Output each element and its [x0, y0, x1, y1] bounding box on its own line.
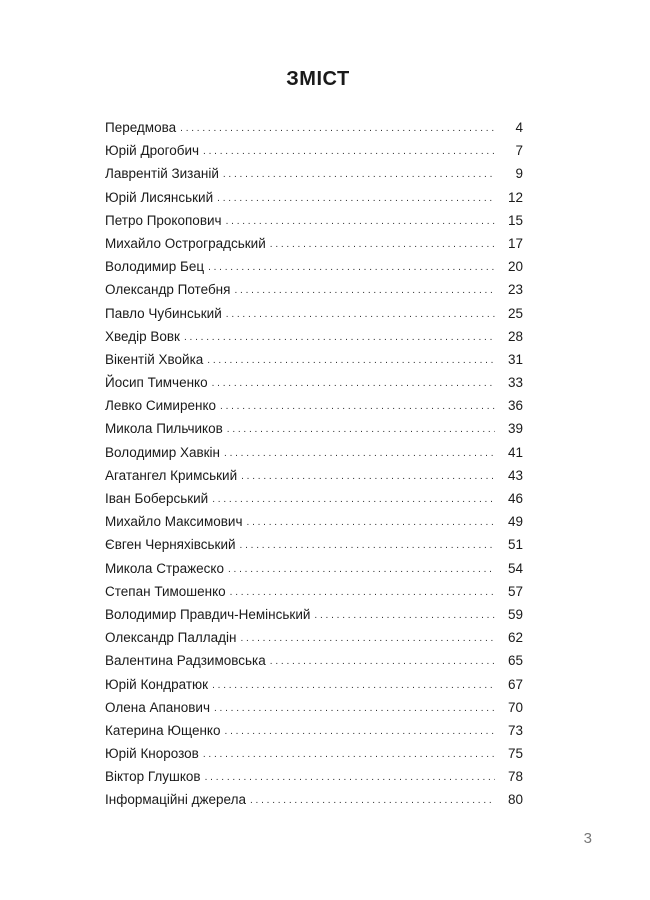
toc-entry-page: 31	[507, 351, 523, 367]
toc-entry-name: Олександр Потебня	[105, 282, 231, 298]
toc-entry	[105, 649, 523, 672]
toc-entry-page: 41	[507, 444, 523, 460]
toc-entry-page: 25	[507, 305, 523, 321]
toc-entry	[105, 510, 523, 533]
dot-leader	[270, 233, 495, 256]
toc-entry-page: 78	[507, 769, 523, 785]
toc-entry	[105, 394, 523, 417]
toc-entry-name: Лаврентій Зизаній	[105, 166, 219, 182]
toc-entry-page: 33	[507, 375, 523, 391]
toc-entry-page: 54	[507, 560, 523, 576]
toc-entry	[105, 209, 523, 232]
dot-leader	[228, 558, 495, 581]
dot-leader	[203, 743, 495, 766]
toc-entry	[105, 162, 523, 185]
toc-entry-page: 70	[507, 699, 523, 715]
toc-entry-page: 12	[507, 189, 523, 205]
toc-entry-name: Володимир Хавкін	[105, 444, 221, 460]
dot-leader	[212, 674, 495, 697]
toc-entry-name: Вікентій Хвойка	[105, 351, 204, 367]
toc-entry	[105, 719, 523, 742]
toc-entry-page: 62	[507, 630, 523, 646]
toc-entry	[105, 603, 523, 626]
toc-entry	[105, 533, 523, 556]
toc-entry-page: 17	[507, 235, 523, 251]
table-of-contents	[105, 116, 523, 812]
toc-entry-name: Іван Боберський	[105, 491, 209, 506]
toc-entry-page: 80	[507, 792, 523, 808]
toc-entry	[105, 232, 523, 255]
toc-entry	[105, 464, 523, 487]
dot-leader	[208, 256, 495, 279]
toc-entry	[105, 441, 523, 464]
dot-leader	[240, 534, 495, 557]
toc-entry	[105, 487, 523, 510]
toc-entry-page: 9	[515, 166, 523, 182]
toc-entry-name: Володимир Бец	[105, 259, 205, 275]
toc-entry-name: Агатангел Кримський	[105, 467, 238, 483]
dot-leader	[212, 488, 495, 511]
toc-entry	[105, 788, 523, 811]
toc-entry-page: 51	[507, 537, 523, 553]
dot-leader	[250, 789, 495, 812]
dot-leader	[223, 163, 495, 186]
toc-entry-name: Інформаційні джерела	[105, 792, 246, 808]
toc-entry	[105, 765, 523, 788]
toc-entry-page: 36	[507, 398, 523, 414]
toc-entry-page: 23	[507, 282, 523, 298]
dot-leader	[227, 418, 495, 441]
dot-leader	[314, 604, 495, 627]
toc-entry-name: Катерина Ющенко	[105, 722, 221, 738]
toc-entry	[105, 186, 523, 209]
toc-entry-page: 49	[507, 514, 523, 530]
toc-entry	[105, 255, 523, 278]
toc-entry-name: Олександр Палладін	[105, 630, 237, 646]
toc-entry-name: Юрій Дрогобич	[105, 143, 200, 159]
toc-entry	[105, 348, 523, 371]
toc-entry	[105, 673, 523, 696]
dot-leader	[224, 442, 495, 465]
toc-entry-page: 73	[507, 722, 523, 738]
toc-entry-page: 39	[507, 421, 523, 437]
toc-entry-name: Михайло Остроградський	[105, 235, 266, 251]
toc-entry	[105, 302, 523, 325]
toc-entry-page: 59	[507, 606, 523, 622]
dot-leader	[226, 303, 495, 326]
dot-leader	[180, 117, 495, 140]
dot-leader	[214, 697, 495, 720]
toc-entry-page: 28	[507, 328, 523, 344]
dot-leader	[212, 372, 495, 395]
toc-entry-name: Валентина Радзимовська	[105, 653, 266, 669]
toc-entry-name: Юрій Лисянський	[105, 189, 214, 205]
toc-title: ЗМІСТ	[286, 68, 350, 90]
toc-entry	[105, 278, 523, 301]
toc-entry	[105, 417, 523, 440]
toc-entry	[105, 696, 523, 719]
toc-entry-page: 7	[515, 143, 523, 159]
toc-entry-page: 15	[507, 212, 523, 228]
toc-entry-name: Олена Апанович	[105, 699, 210, 715]
toc-entry	[105, 116, 523, 139]
toc-entry-page: 75	[507, 746, 523, 762]
toc-entry-name: Микола Стражеско	[105, 560, 224, 576]
dot-leader	[205, 766, 495, 789]
toc-entry-page: 67	[507, 676, 523, 692]
toc-entry-page: 65	[507, 653, 523, 669]
toc-entry-page: 4	[515, 120, 523, 135]
toc-entry-page: 57	[507, 583, 523, 599]
dot-leader	[230, 581, 495, 604]
toc-entry-page: 20	[507, 259, 523, 275]
dot-leader	[203, 140, 495, 163]
toc-entry-name: Микола Пильчиков	[105, 421, 223, 437]
dot-leader	[184, 326, 495, 349]
dot-leader	[220, 395, 495, 418]
toc-entry	[105, 371, 523, 394]
toc-entry-name: Хведір Вовк	[105, 328, 180, 344]
toc-entry-name: Передмова	[105, 120, 177, 135]
toc-entry-name: Віктор Глушков	[105, 769, 201, 785]
toc-entry	[105, 139, 523, 162]
page-number: 3	[583, 830, 592, 847]
dot-leader	[270, 650, 495, 673]
dot-leader	[241, 465, 495, 488]
toc-entry-name: Юрій Кондратюк	[105, 676, 209, 692]
dot-leader	[247, 511, 495, 534]
toc-entry	[105, 325, 523, 348]
toc-entry-name: Петро Прокопович	[105, 212, 222, 228]
toc-entry	[105, 626, 523, 649]
dot-leader	[217, 187, 495, 210]
dot-leader	[240, 627, 495, 650]
dot-leader	[207, 349, 495, 372]
toc-entry-page: 46	[507, 491, 523, 506]
toc-entry-name: Володимир Правдич-Немінський	[105, 606, 311, 622]
toc-entry-name: Левко Симиренко	[105, 398, 217, 414]
toc-entry-name: Євген Черняхівський	[105, 537, 236, 553]
toc-entry-name: Юрій Кнорозов	[105, 746, 199, 762]
dot-leader	[225, 720, 495, 743]
toc-entry	[105, 557, 523, 580]
toc-entry-name: Степан Тимошенко	[105, 583, 226, 599]
toc-entry-page: 43	[507, 467, 523, 483]
toc-entry	[105, 580, 523, 603]
dot-leader	[226, 210, 495, 233]
toc-entry	[105, 742, 523, 765]
toc-entry-name: Михайло Максимович	[105, 514, 243, 530]
toc-entry-name: Павло Чубинський	[105, 305, 222, 321]
dot-leader	[234, 279, 495, 302]
toc-entry-name: Йосип Тимченко	[105, 375, 208, 391]
